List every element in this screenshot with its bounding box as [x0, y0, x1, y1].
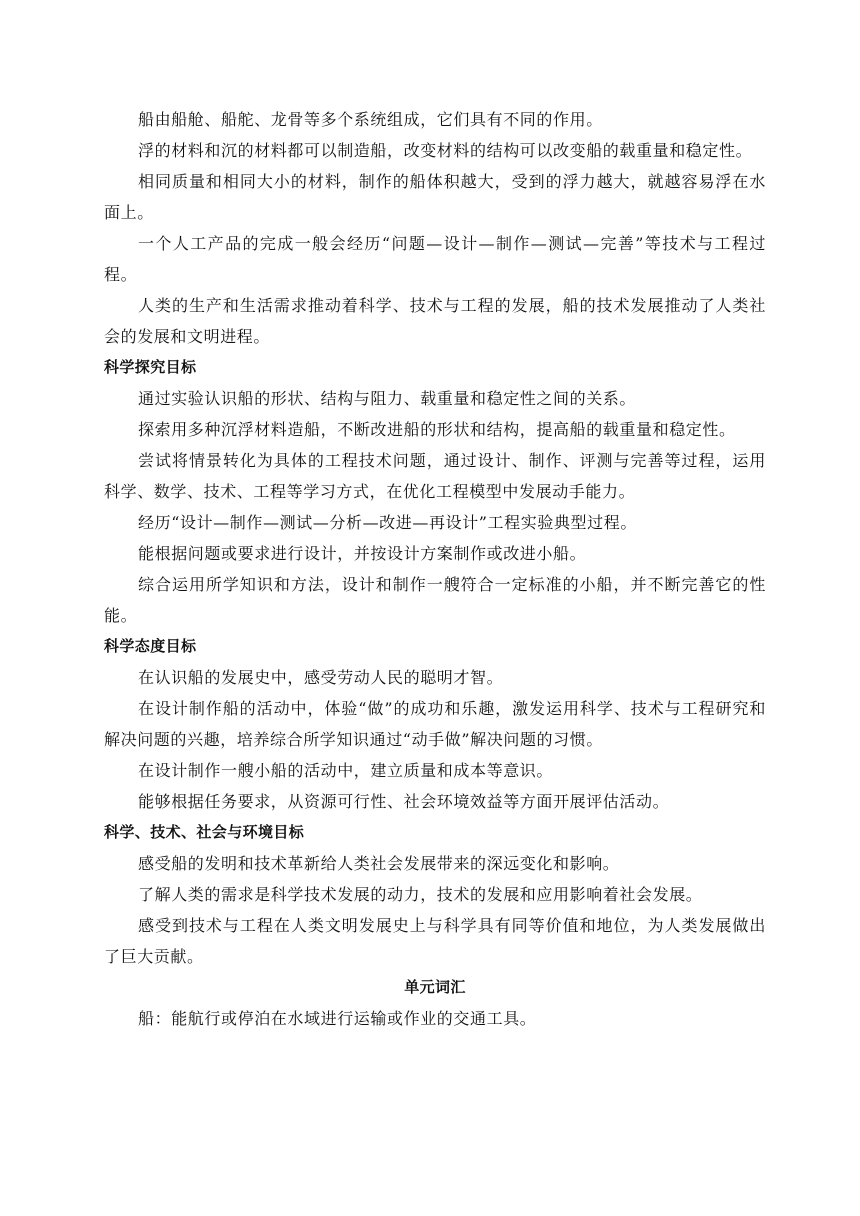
paragraph: 浮的材料和沉的材料都可以制造船，改变材料的结构可以改变船的载重量和稳定性。 [138, 141, 753, 160]
paragraph: 人类的生产和生活需求推动着科学、技术与工程的发展，船的技术发展推动了人类社会的发展和文明进程。 [104, 296, 766, 346]
paragraph: 尝试将情景转化为具体的工程技术问题，通过设计、制作、评测与完善等过程，运用科学、数学、技术、工程等学习方式，在优化工程模型中发展动手能力。 [104, 451, 766, 501]
paragraph: 在设计制作一艘小船的活动中，建立质量和成本等意识。 [138, 761, 554, 780]
paragraph: 在认识船的发展史中，感受劳动人民的聪明才智。 [138, 668, 504, 687]
paragraph: 探索用多种沉浮材料造船，不断改进船的形状和结构，提高船的载重量和稳定性。 [138, 420, 736, 439]
paragraph: 能根据问题或要求进行设计，并按设计方案制作或改进小船。 [138, 544, 587, 563]
paragraph: 通过实验认识船的形状、结构与阻力、载重量和稳定性之间的关系。 [138, 389, 637, 408]
section-heading-society: 科学、技术、社会与环境目标 [104, 823, 305, 841]
paragraph: 综合运用所学知识和方法，设计和制作一艘符合一定标准的小船，并不断完善它的性能。 [104, 575, 766, 625]
paragraph: 船：能航行或停泊在水域进行运输或作业的交通工具。 [138, 1009, 537, 1028]
paragraph: 感受船的发明和技术革新给人类社会发展带来的深远变化和影响。 [138, 854, 620, 873]
paragraph: 能够根据任务要求，从资源可行性、社会环境效益等方面开展评估活动。 [138, 792, 670, 811]
paragraph: 船由船舱、船舵、龙骨等多个系统组成，它们具有不同的作用。 [138, 110, 603, 129]
section-heading-vocabulary: 单元词汇 [404, 978, 466, 996]
section-heading-attitude: 科学态度目标 [104, 637, 197, 655]
section-heading-inquiry: 科学探究目标 [104, 358, 197, 376]
paragraph: 相同质量和相同大小的材料，制作的船体积越大，受到的浮力越大，就越容易浮在水面上。 [104, 172, 766, 222]
paragraph: 经历“设计—制作—测试—分析—改进—再设计”工程实验典型过程。 [138, 513, 637, 532]
paragraph: 了解人类的需求是科学技术发展的动力，技术的发展和应用影响着社会发展。 [138, 885, 703, 904]
paragraph: 在设计制作船的活动中，体验“做”的成功和乐趣，激发运用科学、技术与工程研究和解决问题的兴趣，培养综合所学知识通过“动手做”解决问题的习惯。 [104, 699, 766, 749]
paragraph: 一个人工产品的完成一般会经历“问题—设计—制作—测试—完善”等技术与工程过程。 [104, 234, 766, 284]
paragraph: 感受到技术与工程在人类文明发展史上与科学具有同等价值和地位，为人类发展做出了巨大贡献。 [104, 916, 766, 966]
document-page [104, 104, 766, 1034]
